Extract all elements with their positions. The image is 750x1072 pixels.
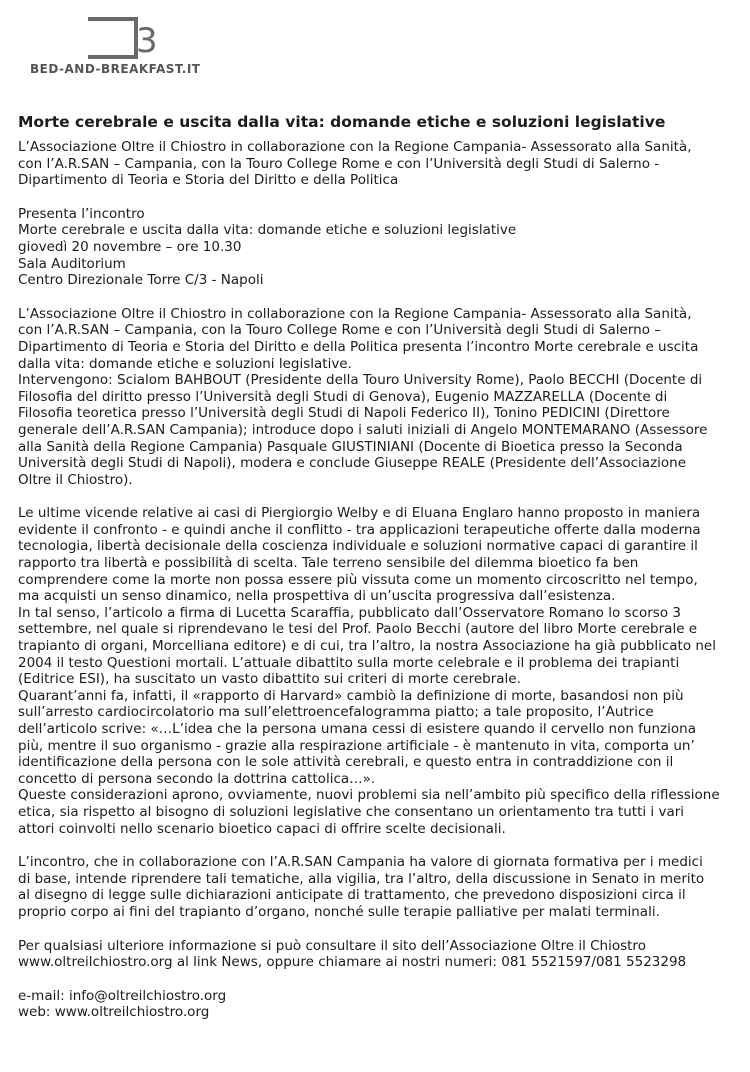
text-line: concetto di persona secondo la dottrina cattolica…». — [18, 770, 376, 787]
text-line: alla Sanità della Regione Campania) Pasquale GIUSTINIANI (Docente di Bioetica presso la Seconda — [18, 438, 683, 455]
email-text[interactable]: e-mail: info@oltreilchiostro.org — [18, 987, 227, 1004]
info-paragraph — [18, 938, 730, 971]
text-line: Quarant’anni fa, infatti, il «rapporto di Harvard» cambiò la definizione di morte, basandosi non più — [18, 687, 684, 704]
text-line: Presenta l’incontro — [18, 205, 145, 222]
text-line: rapporto tra libertà e possibilità di scelta. Tale terreno sensibile del dilemma bioetico fa ben — [18, 555, 639, 572]
text-line: Filosofia del diritto presso l’Università degli Studi di Genova), Eugenio MAZZARELLA (Docente di — [18, 388, 668, 405]
event-purpose-paragraph — [18, 854, 730, 920]
text-line: settembre, nel quale si riprendevano le tesi del Prof. Paolo Becchi (autore del libro Morte cerebrale e — [18, 621, 698, 638]
text-line: Queste considerazioni aprono, ovviamente, nuovi problemi sia nell’ambito più specifico della riflessione — [18, 787, 720, 804]
text-line: con l’A.R.SAN – Campania, con la Touro College Rome e con l’Università degli Studi di Salerno - — [18, 155, 660, 172]
logo-text: BED-AND-BREAKFAST.IT — [30, 62, 201, 76]
text-line: Filosofia teoretica presso l’Università degli Studi di Napoli Federico II), Tonino PEDICINI (Direttore — [18, 405, 670, 422]
text-line: tecnologia, libertà decisionale della coscienza individuale e soluzioni normative capaci di garantire il — [18, 538, 698, 555]
logo-mark-text: 3 — [136, 21, 158, 60]
text-line: comprendere come la morte non possa essere più vissuta come un momento circoscritto nel tempo, — [18, 571, 698, 588]
main-content — [18, 112, 730, 1021]
text-line: identificazione della persona con le sole attività cerebrali, e questo entra in contraddizione con il — [18, 754, 674, 771]
text-line: L’Associazione Oltre il Chiostro in collaborazione con la Regione Campania- Assessorato alla Sanità, — [18, 139, 692, 155]
text-line: Morte cerebrale e uscita dalla vita: domande etiche e soluzioni legislative — [18, 222, 517, 239]
text-line: In tal senso, l’articolo a firma di Lucetta Scaraffia, pubblicato dall’Osservatore Romano lo scorso 3 — [18, 604, 681, 621]
text-line: Dipartimento di Teoria e Storia del Diritto e della Politica — [18, 172, 399, 189]
text-line: di base, intende riprendere tali tematiche, alla vigilia, tra l’altro, della discussione in Senato in merito — [18, 870, 705, 887]
page-title: Morte cerebrale e uscita dalla vita: domande etiche e soluzioni legislative — [18, 113, 666, 131]
text-line: etica, sia rispetto al bisogno di soluzioni legislative che consentano un orientamento tra tutti i vari — [18, 803, 685, 820]
text-line: Centro Direzionale Torre C/3 - Napoli — [18, 272, 264, 289]
speakers-paragraph — [18, 306, 730, 489]
text-line: Università degli Studi di Napoli), modera e conclude Giuseppe REALE (Presidente dell’Associazione — [18, 455, 687, 472]
text-line: con l’A.R.SAN – Campania, con la Touro College Rome e con l’Università degli Studi di Salerno – — [18, 322, 662, 339]
text-line: trapianto di organi, Morcelliana editore) e di cui, tra l’altro, la nostra Associazione ha già pubblicato nel — [18, 638, 716, 655]
text-line: Intervengono: Scialom BAHBOUT (Presidente della Touro University Rome), Paolo BECCHI (Docente di — [18, 372, 703, 389]
text-line: L’incontro, che in collaborazione con l’A.R.SAN Campania ha valore di giornata formativa per i medici — [18, 854, 703, 871]
text-line: evidente il confronto - e quindi anche il conflitto - tra applicazioni terapeutiche offerte dalla moderna — [18, 521, 701, 538]
text-line: Le ultime vicende relative ai casi di Piergiorgio Welby e di Eluana Englaro hanno proposto in maniera — [18, 505, 701, 522]
text-line: generale dell’A.R.SAN Campania); introduce dopo i saluti iniziali di Angelo MONTEMARANO (Assessore — [18, 421, 708, 438]
text-line: Oltre il Chiostro). — [18, 471, 133, 488]
text-line: al disegno di legge sulle dichiarazioni anticipate di trattamento, che prevedono disposizioni circa il — [18, 887, 686, 904]
body-paragraph — [18, 505, 730, 837]
text-line: 2004 il testo Questioni mortali. L’attuale dibattito sulla morte celebrale e il problema dei trapianti — [18, 654, 680, 671]
text-line: (Editrice ESI), ha suscitato un vasto dibattito sui criteri di morte cerebrale. — [18, 671, 521, 688]
event-details — [18, 206, 730, 289]
text-line: ma acquisti un senso dinamico, nella prospettiva di un’uscita progressiva dall’esistenza. — [18, 588, 616, 605]
intro-paragraph — [18, 139, 730, 189]
text-line: Dipartimento di Teoria e Storia del Diritto e della Politica presenta l’incontro Morte cerebrale e uscita — [18, 338, 699, 355]
site-logo[interactable] — [30, 16, 200, 86]
text-line: Sala Auditorium — [18, 255, 126, 272]
contact-paragraph — [18, 988, 730, 1021]
text-line: più, mentre il suo organismo - grazie alla respirazione artificiale - è mantenuto in vita, comporta un’ — [18, 737, 695, 754]
text-line: www.oltreilchiostro.org al link News, oppure chiamare ai nostri numeri: 081 5521597/081 5523298 — [18, 954, 687, 971]
web-text[interactable]: web: www.oltreilchiostro.org — [18, 1004, 210, 1021]
text-line: sull’arresto cardiocircolatorio ma sull’elettroencefalogramma piatto; a tale proposito, l’Autrice — [18, 704, 654, 721]
text-line: attori coinvolti nello scenario bioetico capaci di offrire scelte decisionali. — [18, 820, 506, 837]
text-line: L’Associazione Oltre il Chiostro in collaborazione con la Regione Campania- Assessorato alla Sanità, — [18, 305, 692, 322]
text-line: dell’articolo scrive: «…L’idea che la persona umana cessi di esistere quando il cervello non funziona — [18, 721, 696, 737]
text-line: proprio corpo ai fini del trapianto d’organo, nonché sulle terapie palliative per malati terminali. — [18, 903, 660, 920]
text-line: Per qualsiasi ulteriore informazione si può consultare il sito dell’Associazione Oltre il Chiostro — [18, 937, 646, 954]
text-line: dalla vita: domande etiche e soluzioni legislative. — [18, 355, 352, 372]
logo-mark-icon — [74, 16, 170, 60]
text-line: giovedì 20 novembre – ore 10.30 — [18, 238, 242, 255]
